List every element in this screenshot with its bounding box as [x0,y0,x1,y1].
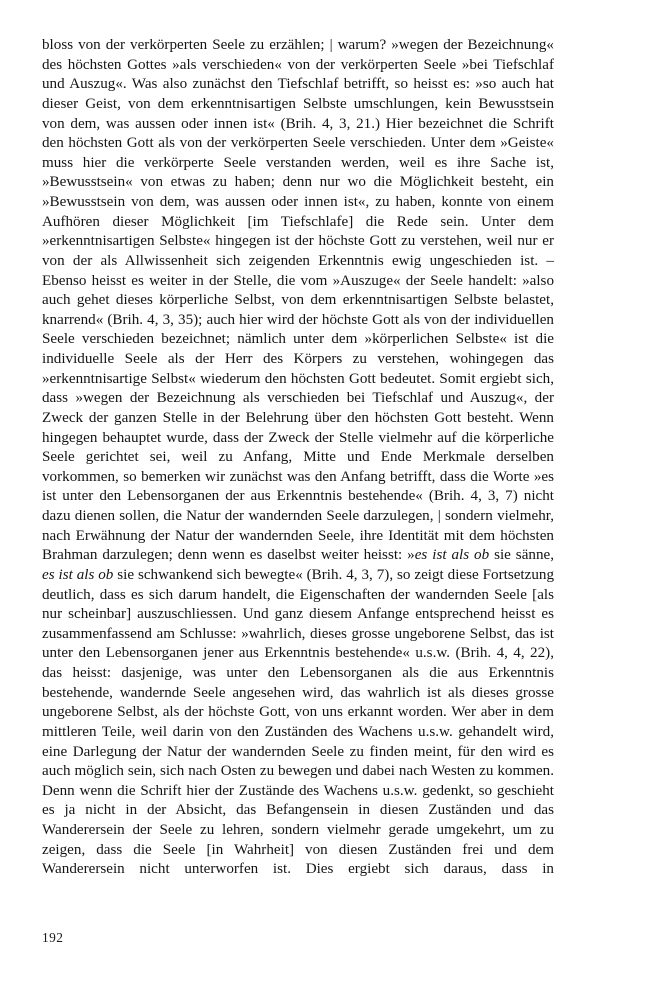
body-text-column [42,36,554,880]
body-paragraph: bloss von der verkörperten Seele zu erzählen; | warum? »wegen der Bezeichnung« des höchsten Gottes »als verschieden« von der verkörperten Seele »bei Tiefschlaf und Auszug«. Was also zunächst den Tiefschlaf betrifft, so heisst es: »so auch hat dieser Geist, von dem erkenntnisartigen Selbste umschlungen, kein Bewusstsein von dem, was aussen oder innen ist« (Brih. 4, 3, 21.) Hier bezeichnet die Schrift den höchsten Gott als von der verkörperten Seele verschieden. Unter dem »Geiste« muss hier die verkörperte Seele verstanden werden, weil es ihre Sache ist, »Bewusstsein« von etwas zu haben; denn nur wo die Möglichkeit besteht, ein »Bewusstsein von dem, was aussen oder innen ist«, zu haben, konnte von einem Aufhören dieser Möglichkeit [im Tiefschlafe] die Rede sein. Unter dem »erkenntnisartigen Selbste« hingegen ist der höchste Gott zu verstehen, weil nur er von der als Allwissenheit sich zeigenden Erkenntnis ewig ungeschieden ist. – Ebenso heisst es weiter in der Stelle, die vom »Auszuge« der Seele handelt: »also auch gehet dieses körperliche Selbst, von dem erkenntnisartigen Selbste belastet, knarrend« (Brih. 4, 3, 35); auch hier wird der höchste Gott als von der individuellen Seele verschieden bezeichnet; nämlich unter dem »körperlichen Selbste« ist die individuelle Seele als der Herr des Körpers zu verstehen, wohingegen das »erkenntnisartige Selbst« wiederum den höchsten Gott bedeutet. Somit ergiebt sich, dass »wegen der Bezeichnung als verschieden bei Tiefschlaf und Auszug«, der Zweck der ganzen Stelle in der Belehrung über den höchsten Gott besteht. Wenn hingegen behauptet wurde, dass der Zweck der Stelle vielmehr auf die körperliche Seele gerichtet sei, weil zu Anfang, Mitte und Ende Merkmale derselben vorkommen, so bemerken wir zunächst was den Anfang betrifft, dass die Worte »es ist unter den Lebensorganen der aus Erkenntnis bestehende« (Brih. 4, 3, 7) nicht dazu dienen sollen, die Natur der wandernden Seele darzulegen, | sondern vielmehr, nach Erwähnung der Natur der wandernden Seele, ihre Identität mit dem höchsten Brahman darzulegen; denn wenn es daselbst weiter heisst: »es ist als ob sie sänne, es ist als ob sie schwankend sich bewegte« (Brih. 4, 3, 7), so zeigt diese Fortsetzung deutlich, dass es sich darum handelt, die Eigenschaften der wandernden Seele [als nur scheinbar] auszuschliessen. Und ganz diesem Anfange entsprechend heisst es zusammenfassend am Schlusse: »wahrlich, dieses grosse ungeborene Selbst, das ist unter den Lebensorganen jener aus Erkenntnis bestehende« u.s.w. (Brih. 4, 4, 22), das heisst: dasjenige, was unter den Lebensorganen als die aus Erkenntnis bestehende, wandernde Seele angesehen wird, das wahrlich ist als dieses grosse ungeborene Selbst, als der höchste Gott, von uns erkannt worden. Wer aber in dem mittleren Teile, weil darin von den Zuständen des Wachens u.s.w. gehandelt wird, eine Darlegung der Natur der wandernden Seele zu finden meint, für den wird es auch möglich sein, sich nach Osten zu bewegen und dabei nach Westen zu kommen. Denn wenn die Schrift hier der Zustände des Wachens u.s.w. gedenkt, so geschieht es ja nicht in der Absicht, das Befangensein in diesen Zuständen und das Wanderersein der Seele zu lehren, sondern vielmehr gerade umgekehrt, um zu zeigen, dass die Seele [in Wahrheit] von diesen Zuständen frei und dem Wanderersein nicht unterworfen ist. Dies ergiebt sich daraus, dass in [42,37,555,878]
page-number-folio: 192 [42,930,64,945]
emphasised-phrase: es ist als ob [42,566,114,583]
emphasised-phrase: es ist als ob [414,547,490,564]
